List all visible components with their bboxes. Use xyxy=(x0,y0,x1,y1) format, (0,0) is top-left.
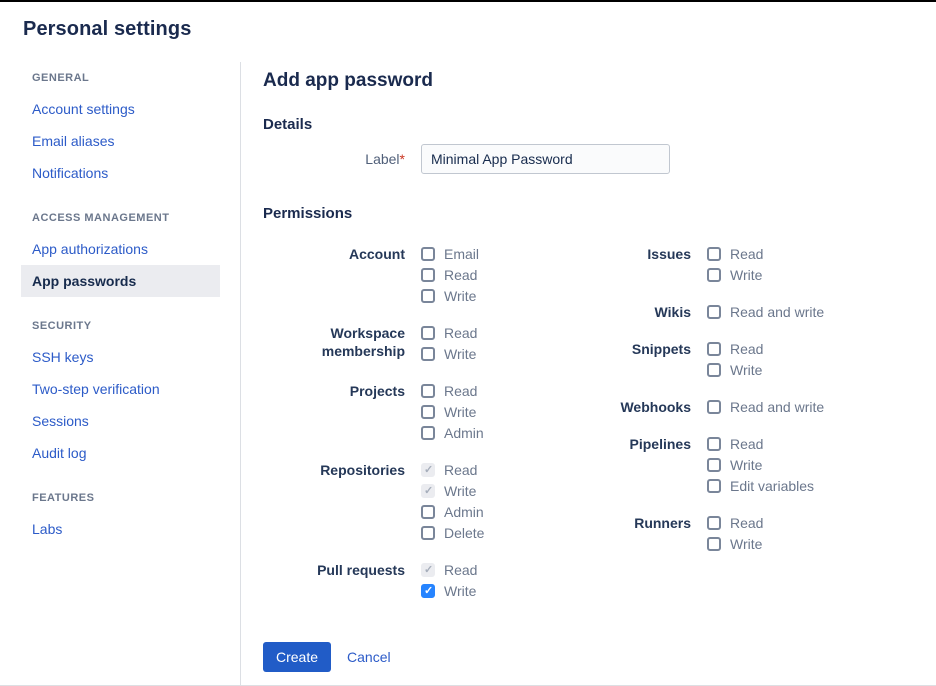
permissions-column-1 xyxy=(263,243,549,617)
permission-option-pipelines-read[interactable] xyxy=(707,433,814,454)
permission-option-label: Write xyxy=(444,287,477,304)
sidebar-item-app-passwords[interactable]: App passwords xyxy=(21,265,220,297)
permission-group-repositories xyxy=(263,459,549,543)
checkbox[interactable] xyxy=(707,268,721,282)
label-field-row xyxy=(263,144,936,174)
permission-option-repositories-write[interactable] xyxy=(421,480,484,501)
checkbox[interactable] xyxy=(421,563,435,577)
checkbox[interactable] xyxy=(421,484,435,498)
sidebar-item-sessions[interactable]: Sessions xyxy=(32,413,89,429)
add-app-password-heading: Add app password xyxy=(263,70,433,91)
permission-option-wikis-read-and-write[interactable] xyxy=(707,301,824,322)
permission-option-label: Read xyxy=(444,382,478,399)
permission-option-label: Admin xyxy=(444,424,484,441)
permission-option-label: Read and write xyxy=(730,303,825,320)
permission-option-label: Write xyxy=(444,345,477,362)
permission-options xyxy=(707,301,824,322)
checkbox[interactable] xyxy=(421,289,435,303)
permission-options xyxy=(421,559,477,601)
permission-option-pipelines-write[interactable] xyxy=(707,454,814,475)
permission-options xyxy=(421,459,484,543)
checkbox[interactable] xyxy=(421,247,435,261)
permission-option-repositories-admin[interactable] xyxy=(421,501,484,522)
permission-group-label: Projects xyxy=(349,383,405,399)
permission-option-snippets-read[interactable] xyxy=(707,338,763,359)
sidebar-item-notifications[interactable]: Notifications xyxy=(32,165,109,181)
permission-option-label: Read xyxy=(730,514,764,531)
permission-option-label: Write xyxy=(730,266,763,283)
sidebar-section-heading: GENERAL xyxy=(32,72,90,84)
sidebar-item-two-step-verification[interactable]: Two-step verification xyxy=(32,381,160,397)
permission-options xyxy=(707,433,814,496)
permission-option-label: Read xyxy=(444,561,478,578)
checkbox[interactable] xyxy=(707,305,721,319)
permission-group-wikis xyxy=(561,301,824,322)
checkbox[interactable] xyxy=(421,347,435,361)
permission-option-label: Write xyxy=(444,482,477,499)
permissions-column-2 xyxy=(561,243,824,617)
checkbox[interactable] xyxy=(421,268,435,282)
permission-group-workspace-membership xyxy=(263,322,549,364)
permission-option-projects-read[interactable] xyxy=(421,380,484,401)
permission-group-webhooks xyxy=(561,396,824,417)
checkbox[interactable] xyxy=(421,584,435,598)
permission-option-label: Read xyxy=(444,324,478,341)
permission-option-repositories-delete[interactable] xyxy=(421,522,484,543)
permission-option-account-write[interactable] xyxy=(421,285,479,306)
permission-group-label: Account xyxy=(349,246,405,262)
label-field-label xyxy=(263,151,405,167)
sidebar-item-app-authorizations[interactable]: App authorizations xyxy=(32,241,148,257)
permission-option-label: Read xyxy=(444,266,478,283)
permission-option-label: Edit variables xyxy=(730,477,815,494)
permission-option-repositories-read[interactable] xyxy=(421,459,484,480)
permission-option-snippets-write[interactable] xyxy=(707,359,763,380)
permission-option-runners-read[interactable] xyxy=(707,512,763,533)
checkbox[interactable] xyxy=(421,405,435,419)
permission-group-label: Snippets xyxy=(631,341,691,357)
permission-options xyxy=(707,243,763,285)
permission-group-label: Wikis xyxy=(654,304,691,320)
permission-option-label: Email xyxy=(444,245,480,262)
sidebar-item-audit-log[interactable]: Audit log xyxy=(32,445,87,461)
permission-group-label: Runners xyxy=(634,515,691,531)
permission-option-projects-write[interactable] xyxy=(421,401,484,422)
permission-group-label: Repositories xyxy=(320,462,405,478)
permission-option-pull-requests-write[interactable] xyxy=(421,580,477,601)
permission-options xyxy=(707,396,824,417)
checkbox[interactable] xyxy=(707,363,721,377)
sidebar-item-ssh-keys[interactable]: SSH keys xyxy=(32,349,94,365)
permissions-section-title: Permissions xyxy=(263,205,353,222)
permission-option-label: Read and write xyxy=(730,398,825,415)
permission-option-pull-requests-read[interactable] xyxy=(421,559,477,580)
permission-option-label: Write xyxy=(444,403,477,420)
form-actions xyxy=(263,642,936,672)
permission-option-label: Write xyxy=(444,582,477,599)
checkbox[interactable] xyxy=(421,463,435,477)
permission-group-account xyxy=(263,243,549,306)
checkbox[interactable] xyxy=(421,426,435,440)
page-title: Personal settings xyxy=(23,18,192,40)
checkbox[interactable] xyxy=(421,326,435,340)
permission-group-snippets xyxy=(561,338,824,380)
main-content xyxy=(240,62,936,686)
sidebar-section-security xyxy=(21,320,240,469)
permission-option-issues-write[interactable] xyxy=(707,264,763,285)
sidebar-section-heading: SECURITY xyxy=(32,320,92,332)
permission-group-label: Pipelines xyxy=(629,436,691,452)
checkbox[interactable] xyxy=(707,247,721,261)
details-section-title: Details xyxy=(263,116,313,133)
sidebar-sections xyxy=(21,72,240,545)
required-asterisk: * xyxy=(399,151,405,167)
sidebar-item-email-aliases[interactable]: Email aliases xyxy=(32,133,115,149)
checkbox[interactable] xyxy=(421,526,435,540)
permission-option-label: Write xyxy=(730,456,763,473)
create-button[interactable]: Create xyxy=(263,642,331,672)
permission-group-label: Webhooks xyxy=(620,399,691,415)
permission-option-label: Admin xyxy=(444,503,484,520)
permission-option-projects-admin[interactable] xyxy=(421,422,484,443)
sidebar-section-general xyxy=(21,72,240,189)
permission-option-workspace-membership-read[interactable] xyxy=(421,322,477,343)
permission-group-label: Workspace membership xyxy=(321,325,405,359)
sidebar-section-heading: ACCESS MANAGEMENT xyxy=(32,212,170,224)
permission-option-account-read[interactable] xyxy=(421,264,479,285)
permission-option-label: Write xyxy=(730,361,763,378)
permissions-columns xyxy=(263,243,936,617)
permission-group-label: Issues xyxy=(647,246,691,262)
permission-group-issues xyxy=(561,243,824,285)
permission-option-account-email[interactable] xyxy=(421,243,479,264)
checkbox[interactable] xyxy=(421,384,435,398)
permission-options xyxy=(421,322,477,364)
permission-option-label: Read xyxy=(730,340,764,357)
checkbox[interactable] xyxy=(707,458,721,472)
checkbox[interactable] xyxy=(707,537,721,551)
permission-options xyxy=(421,380,484,443)
permission-group-runners xyxy=(561,512,824,554)
sidebar-section-heading: FEATURES xyxy=(32,492,95,504)
permission-group-pipelines xyxy=(561,433,824,496)
checkbox[interactable] xyxy=(707,400,721,414)
permission-options xyxy=(707,338,763,380)
checkbox[interactable] xyxy=(707,437,721,451)
checkbox[interactable] xyxy=(707,342,721,356)
checkbox[interactable] xyxy=(707,516,721,530)
sidebar-item-account-settings[interactable]: Account settings xyxy=(32,101,135,117)
permission-option-pipelines-edit-variables[interactable] xyxy=(707,475,814,496)
permission-option-label: Read xyxy=(730,435,764,452)
label-input[interactable] xyxy=(421,144,670,174)
settings-sidebar xyxy=(0,62,240,686)
permission-option-workspace-membership-write[interactable] xyxy=(421,343,477,364)
label-field-label-text: Label xyxy=(365,151,400,167)
checkbox[interactable] xyxy=(421,505,435,519)
permission-options xyxy=(707,512,763,554)
layout xyxy=(0,62,936,686)
sidebar-section-features xyxy=(21,492,240,545)
permission-option-webhooks-read-and-write[interactable] xyxy=(707,396,824,417)
sidebar-section-access-management xyxy=(21,212,240,297)
checkbox[interactable] xyxy=(707,479,721,493)
permission-group-pull-requests xyxy=(263,559,549,601)
permission-option-label: Write xyxy=(730,535,763,552)
permission-group-projects xyxy=(263,380,549,443)
permission-option-runners-write[interactable] xyxy=(707,533,763,554)
permission-option-label: Read xyxy=(444,461,478,478)
cancel-link[interactable]: Cancel xyxy=(347,649,391,665)
permission-option-issues-read[interactable] xyxy=(707,243,763,264)
permission-option-label: Delete xyxy=(444,524,485,541)
sidebar-item-labs[interactable]: Labs xyxy=(32,521,63,537)
permission-options xyxy=(421,243,479,306)
page-header xyxy=(0,2,936,62)
permission-group-label: Pull requests xyxy=(317,562,405,578)
permission-option-label: Read xyxy=(730,245,764,262)
